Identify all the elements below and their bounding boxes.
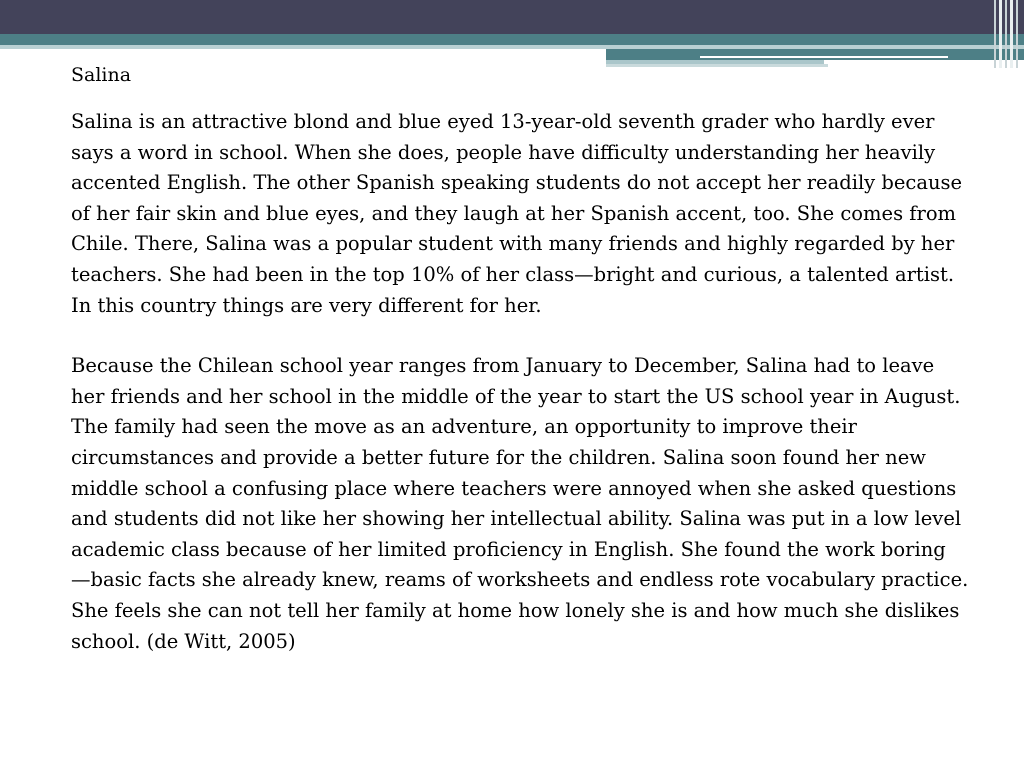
header-step-block [606, 49, 1024, 60]
header-dark-band [0, 0, 1024, 34]
body-paragraph: Because the Chilean school year ranges from January to December, Salina had to leave her friends and her school in the middle of the year to start the US school year in August. The family had seen the move as an adventure, an opportunity to improve their circumstances and provide a better future for the children. Salina soon found her new middle school a confusing place where teachers were annoyed when she asked questions and students did not like her showing her intellectual ability. Salina was put in a low level academic class because of her limited proficiency in English. She found the work boring —basic facts she already knew, reams of worksheets and endless rote vocabulary practice. She feels she can not tell her family at home how lonely she is and how much she dislikes school. (de Witt, 2005) [71, 354, 969, 653]
header-vertical-line [1010, 0, 1013, 68]
body-paragraph: Salina is an attractive blond and blue eyed 13-year-old seventh grader who hardly ever says a word in school. When she does, people have difficulty understanding her heavily accented English. The other Spanish speaking students do not accept her readily because of her fair skin and blue eyes, and they laugh at her Spanish accent, too. She comes from Chile. There, Salina was a popular student with many friends and highly regarded by her teachers. She had been in the top 10% of her class—bright and curious, a talented artist. In this country things are very different for her. [71, 110, 963, 317]
slide-title: Salina [71, 64, 132, 86]
header-vertical-line [994, 0, 996, 68]
header-vertical-line [999, 0, 1002, 68]
header-vertical-line [1016, 0, 1018, 68]
header-accent-line [700, 56, 948, 58]
header-vertical-line [1005, 0, 1007, 68]
header-teal-stripe [0, 34, 1024, 45]
slide-content [71, 60, 971, 687]
